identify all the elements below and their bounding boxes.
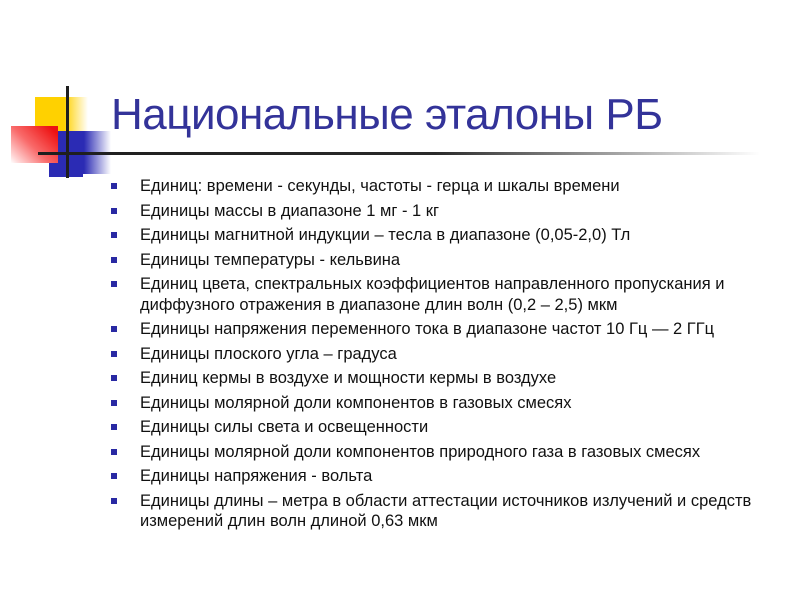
bullet-item: Единицы напряжения переменного тока в диапазоне частот 10 Гц — 2 ГГц <box>110 319 755 340</box>
bullet-item: Единицы магнитной индукции – тесла в диапазоне (0,05-2,0) Тл <box>110 225 755 246</box>
deco-vertical-line <box>66 86 69 178</box>
deco-red-square <box>11 126 58 163</box>
bullet-item: Единицы температуры - кельвина <box>110 250 755 271</box>
bullet-item: Единицы массы в диапазоне 1 мг - 1 кг <box>110 201 755 222</box>
bullet-item: Единиц кермы в воздухе и мощности кермы в воздухе <box>110 368 755 389</box>
title-underline-rule <box>38 152 760 155</box>
bullet-item: Единицы молярной доли компонентов природного газа в газовых смесях <box>110 442 755 463</box>
bullet-item: Единицы силы света и освещенности <box>110 417 755 438</box>
slide-title: Национальные эталоны РБ <box>111 90 663 139</box>
bullet-item: Единиц цвета, спектральных коэффициентов направленного пропускания и диффузного отражения в диапазоне длин волн (0,2 – 2,5) мкм <box>110 274 755 315</box>
bullet-item: Единиц: времени - секунды, частоты - герца и шкалы времени <box>110 176 755 197</box>
bullet-item: Единицы молярной доли компонентов в газовых смесях <box>110 393 755 414</box>
bullet-item: Единицы плоского угла – градуса <box>110 344 755 365</box>
bullet-item: Единицы напряжения - вольта <box>110 466 755 487</box>
bullet-list <box>110 176 755 536</box>
bullet-item: Единицы длины – метра в области аттестации источников излучений и средств измерений длин волн длиной 0,63 мкм <box>110 491 755 532</box>
